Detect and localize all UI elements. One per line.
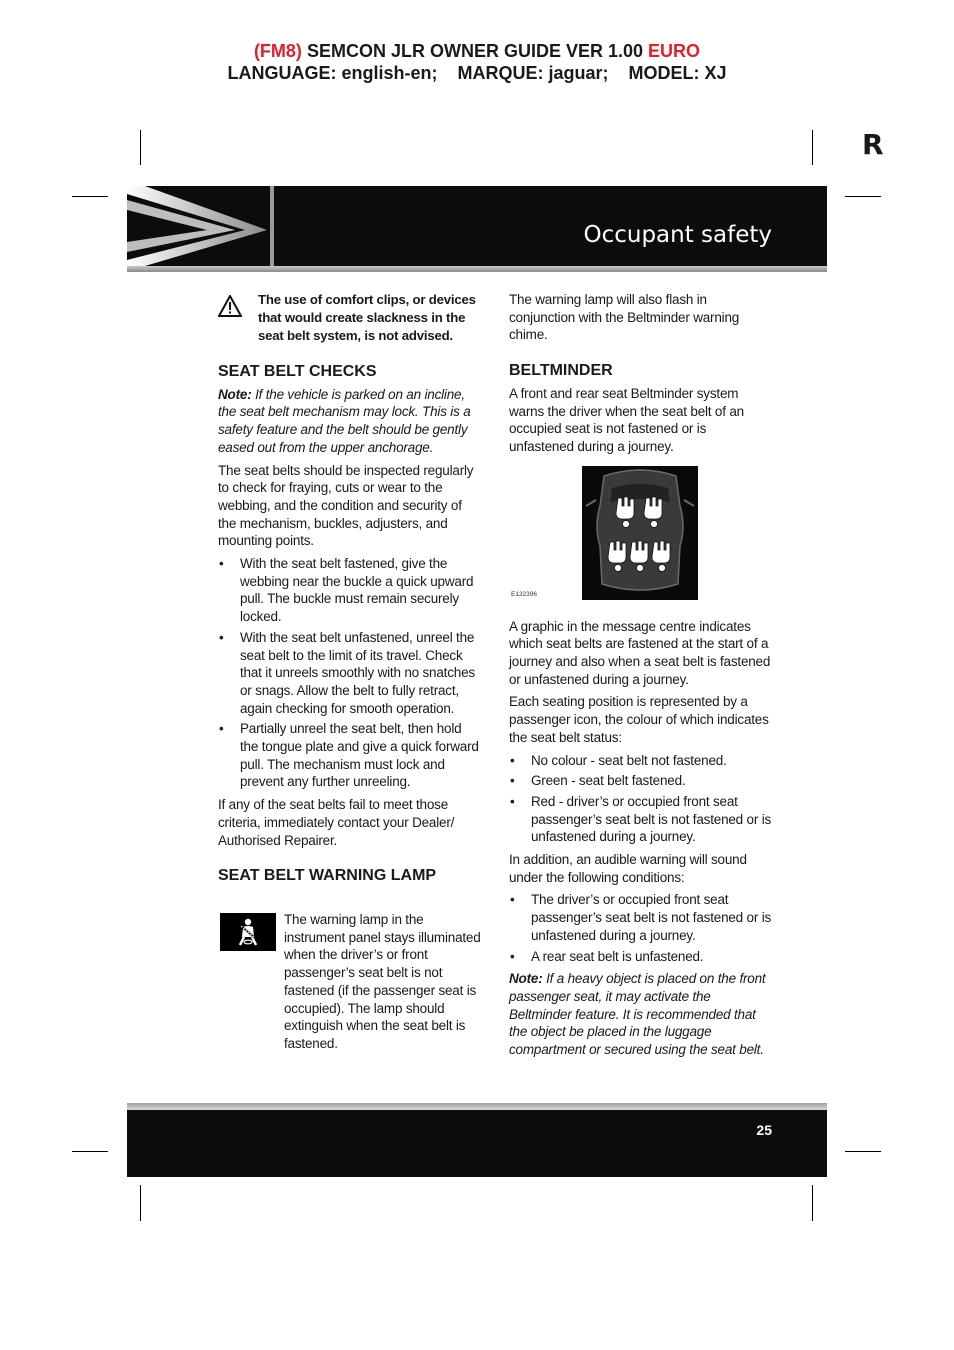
list-item: • Green - seat belt fastened. bbox=[509, 772, 773, 790]
list-item: • Partially unreel the seat belt, then hold the tongue plate and give a quick forward pull. The mechanism must lock and prevent any further unreeling. bbox=[218, 720, 481, 791]
checks-outro: If any of the seat belts fail to meet those criteria, immediately contact your Dealer/ Authorised Repairer. bbox=[218, 797, 455, 848]
section-banner bbox=[127, 186, 827, 266]
status-list bbox=[509, 752, 773, 847]
crop-mark bbox=[72, 196, 108, 197]
warning-triangle-icon bbox=[218, 295, 242, 317]
crop-mark bbox=[845, 1151, 881, 1152]
beltminder-intro: A front and rear seat Beltminder system warns the driver when the seat belt of an occupied seat is not fastened or is unfastened during a journey. bbox=[509, 385, 744, 454]
header-main: SEMCON JLR OWNER GUIDE VER 1.00 bbox=[306, 41, 644, 61]
beltminder-figure bbox=[509, 466, 771, 606]
list-item: • No colour - seat belt not fastened. bbox=[509, 752, 773, 770]
seating-text: Each seating position is represented by a passenger icon, the colour of which indicates the seat belt status: bbox=[509, 694, 769, 745]
audible-list bbox=[509, 891, 773, 965]
doc-header-line-2: LANGUAGE: english-en; MARQUE: jaguar; MODEL: XJ bbox=[227, 63, 727, 83]
footer-gradient-bar bbox=[127, 1103, 827, 1110]
list-item: • With the seat belt fastened, give the webbing near the buckle a quick upward pull. The buckle must remain securely locked. bbox=[218, 555, 481, 626]
list-item: • The driver’s or occupied front seat passenger’s seat belt is not fastened or is unfastened during a journey. bbox=[509, 891, 773, 944]
crop-mark bbox=[812, 1185, 813, 1221]
crop-mark bbox=[845, 196, 881, 197]
list-item: • Red - driver’s or occupied front seat passenger’s seat belt is not fastened or is unfastened during a journey. bbox=[509, 793, 773, 846]
header-suffix: EURO bbox=[648, 41, 701, 61]
warning-lamp-text: The warning lamp in the instrument panel stays illuminated when the driver’s or front passenger’s seat belt is not fastened (if the passenger seat is occupied). The lamp should extinguish when the seat belt is fastened. bbox=[284, 911, 481, 1051]
side-marker: R bbox=[862, 128, 884, 161]
checks-list bbox=[218, 555, 481, 791]
figure-code: E132396 bbox=[511, 590, 538, 598]
warning-text: The use of comfort clips, or devices that would create slackness in the seat belt system, is not advised. bbox=[258, 292, 476, 343]
page-number: 25 bbox=[756, 1122, 772, 1138]
crop-mark bbox=[72, 1151, 108, 1152]
section-title: Occupant safety bbox=[583, 222, 772, 248]
seat-belt-warning-icon bbox=[220, 913, 276, 951]
beltminder-heading: BELTMINDER bbox=[509, 362, 613, 380]
list-item: • With the seat belt unfastened, unreel the seat belt to the limit of its travel. Check that it unreels smoothly with no snatches or snags. Allow the belt to fully retract, again checking for smooth operation. bbox=[218, 629, 481, 718]
seatbelt-person-icon bbox=[233, 917, 263, 947]
footer-bar bbox=[127, 1110, 827, 1177]
note-label: Note: bbox=[218, 386, 252, 402]
crop-mark bbox=[140, 130, 141, 165]
note-text: If a heavy object is placed on the front passenger seat, it may activate the Beltminder feature. It is recommended that the object be placed in the luggage compartment or secured using the seat belt. bbox=[509, 971, 766, 1058]
note-label: Note: bbox=[509, 971, 543, 987]
doc-header-line-1 bbox=[0, 39, 954, 63]
audible-text: In addition, an audible warning will sound under the following conditions: bbox=[509, 852, 747, 885]
flash-text: The warning lamp will also flash in conjunction with the Beltminder warning chime. bbox=[509, 292, 740, 343]
beltminder-note bbox=[509, 970, 773, 1059]
header-prefix: (FM8) bbox=[253, 41, 302, 61]
checks-note bbox=[218, 386, 481, 457]
chevron-graphic bbox=[127, 186, 277, 266]
note-text: If the vehicle is parked on an incline, the seat belt mechanism may lock. This is a safety feature and the belt should be gently eased out from the upper anchorage. bbox=[218, 386, 471, 455]
beltminder-display-image bbox=[582, 466, 698, 600]
crop-mark bbox=[812, 130, 813, 165]
crop-mark bbox=[140, 1185, 141, 1221]
banner-underline bbox=[127, 266, 827, 272]
warning-block bbox=[218, 291, 481, 345]
list-item: • A rear seat belt is unfastened. bbox=[509, 948, 773, 966]
checks-intro: The seat belts should be inspected regularly to check for fraying, cuts or wear to the webbing, and the condition and security of the mechanism, buckles, adjusters, and mounting points. bbox=[218, 462, 474, 549]
seat-belt-checks-heading: SEAT BELT CHECKS bbox=[218, 363, 377, 380]
graphic-text: A graphic in the message centre indicates which seat belts are fastened at the start of a journey and also when a seat belt is fastened or unfastened during a journey. bbox=[509, 618, 771, 687]
left-column bbox=[218, 291, 481, 1058]
warning-lamp-heading: SEAT BELT WARNING LAMP bbox=[218, 867, 437, 885]
warning-lamp-block bbox=[218, 911, 481, 1053]
right-column bbox=[509, 291, 773, 1064]
